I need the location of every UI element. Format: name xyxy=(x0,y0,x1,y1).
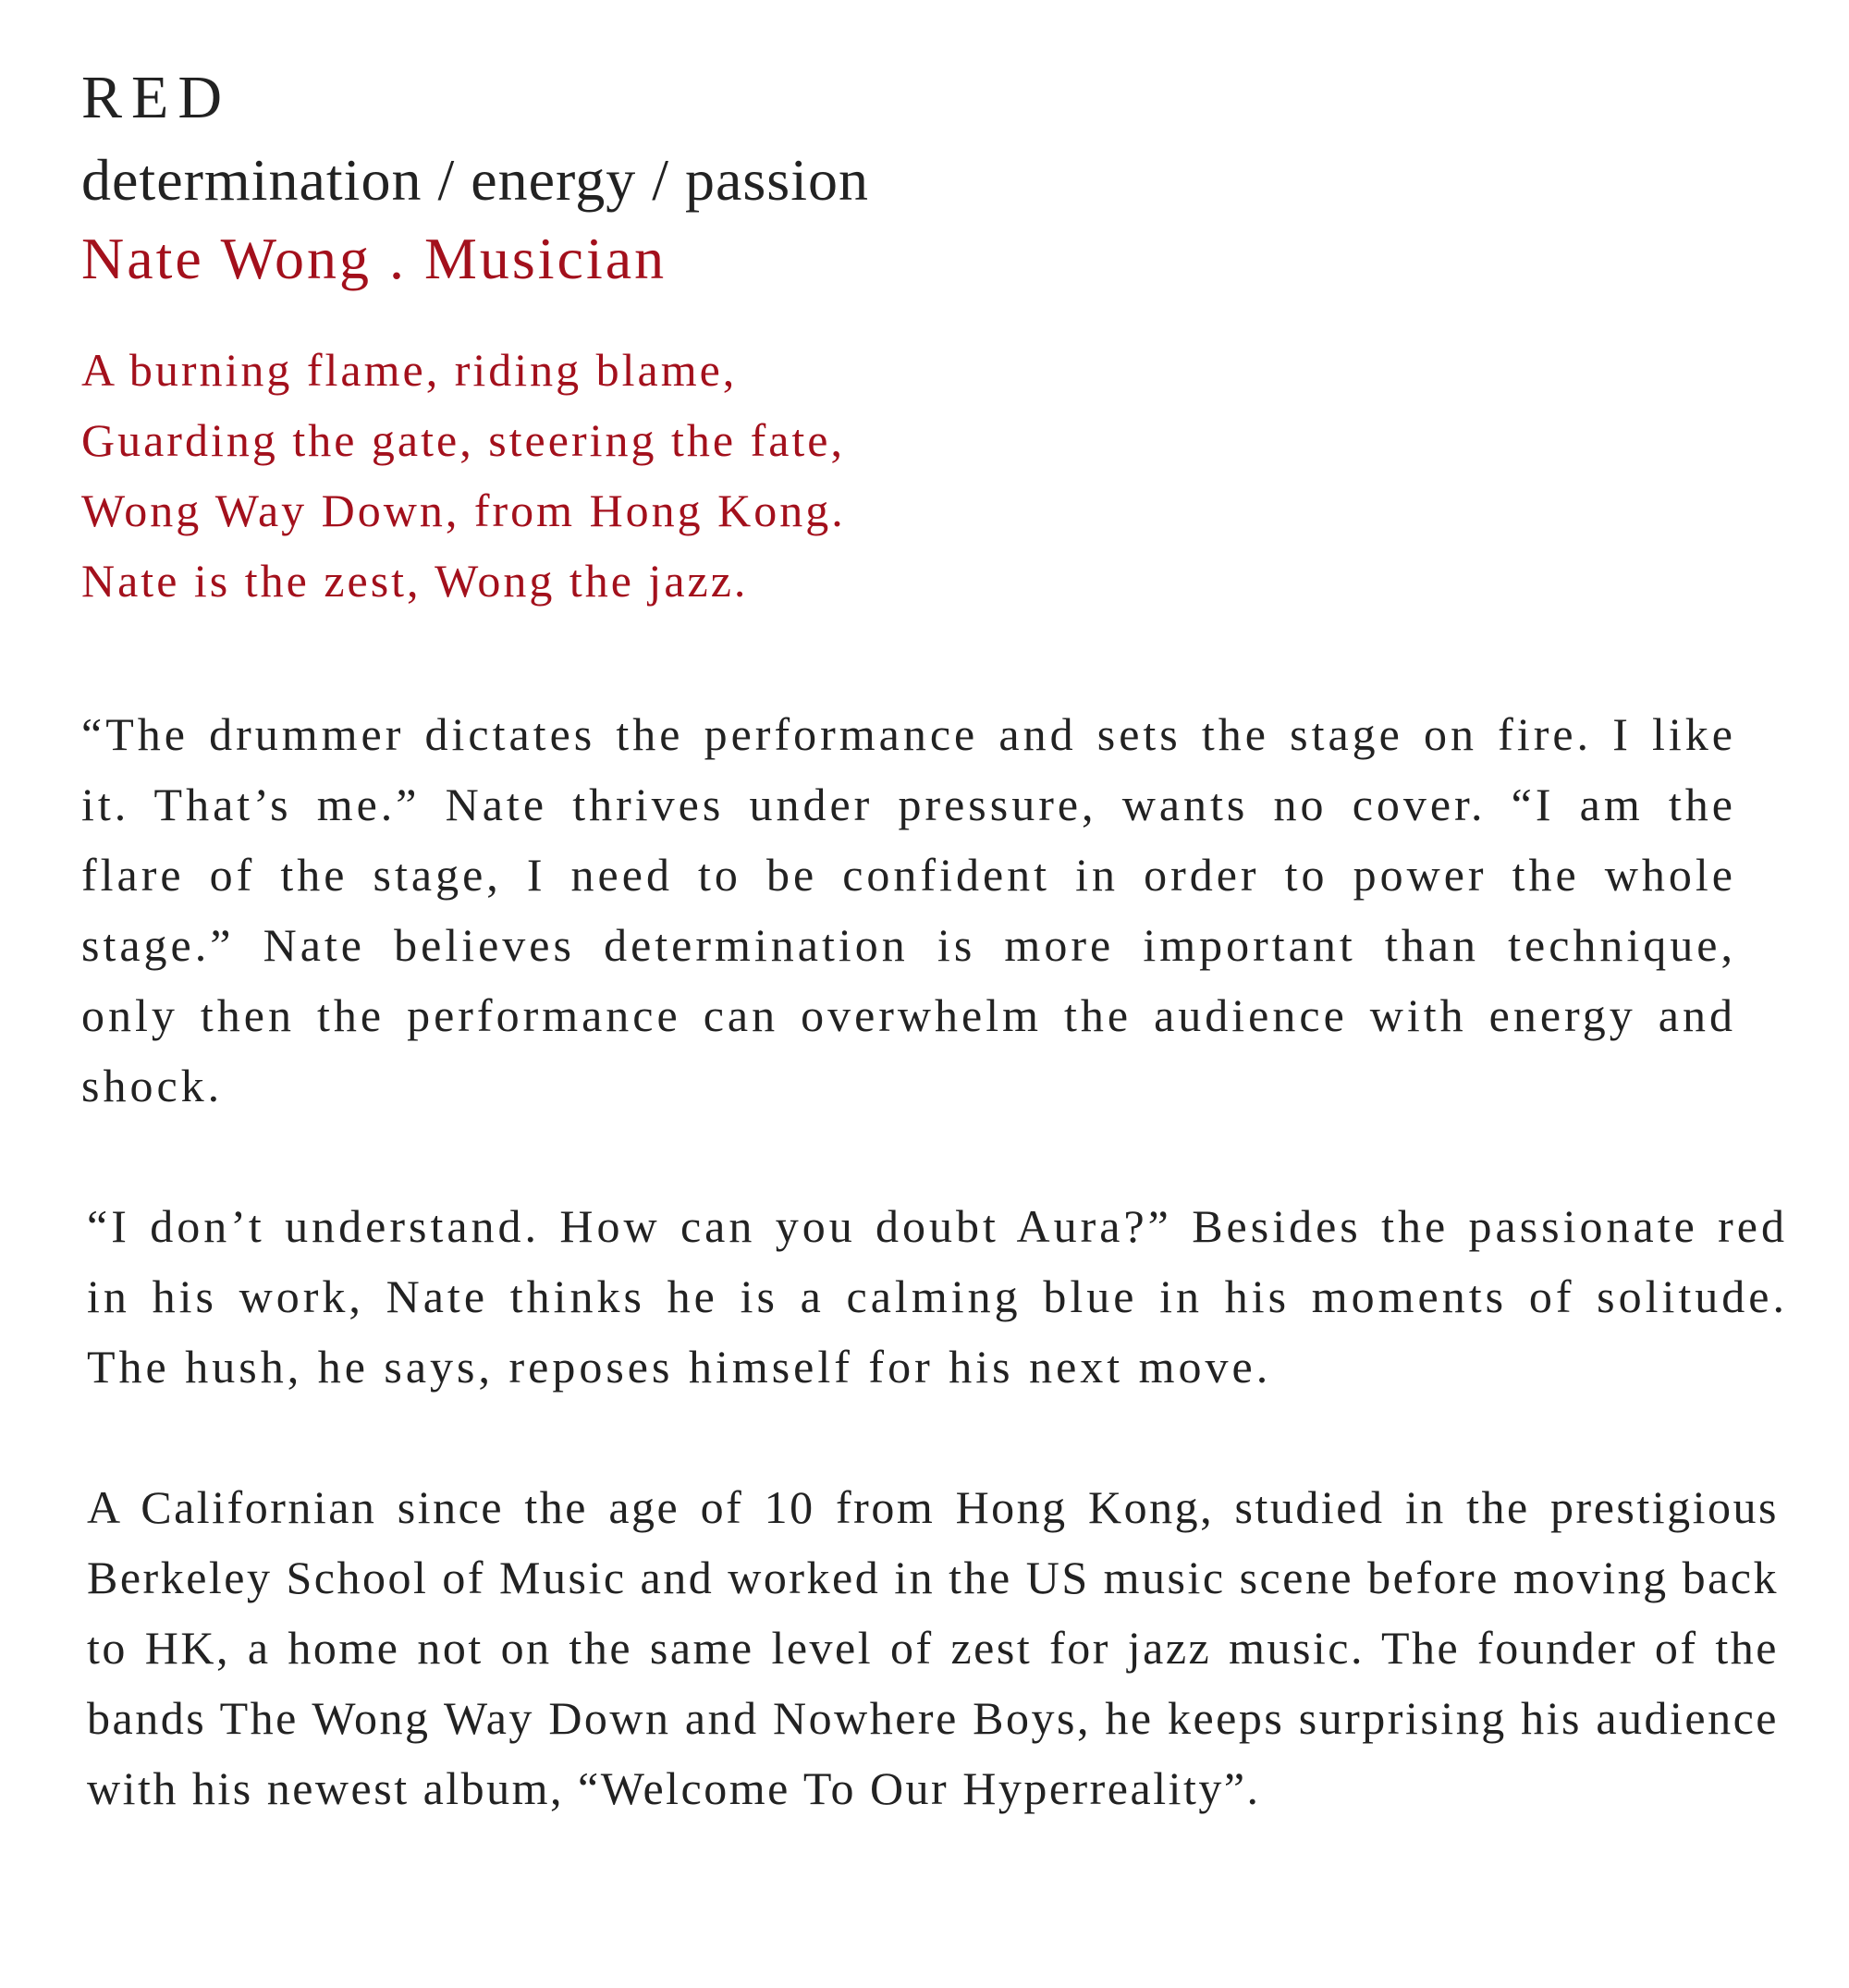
body-paragraph: A Californian since the age of 10 from Hong Kong, studied in the prestigious Berkeley School of Music and worked in the US music scene before moving back to HK, a home not on the same level of zest for jazz music. The founder of the bands The Wong Way Down and Nowhere Boys, he keeps surprising his audience with his newest album, “Welcome To Our Hyperreality”. xyxy=(87,1481,1779,1814)
poem-line: Nate is the zest, Wong the jazz. xyxy=(81,555,749,607)
keywords-subtitle: determination / energy / passion xyxy=(81,147,869,213)
poem-line: Wong Way Down, from Hong Kong. xyxy=(81,485,846,536)
poem xyxy=(81,335,1819,616)
profile-byline: Nate Wong . Musician xyxy=(81,226,667,291)
color-heading: RED xyxy=(81,64,231,131)
body-paragraph: “I don’t understand. How can you doubt Aura?” Besides the passionate red in his work, Nate thinks he is a calming blue in his moments of solitude. The hush, he says, reposes himself for his next move. xyxy=(87,1200,1788,1393)
poem-line: A burning flame, riding blame, xyxy=(81,344,738,396)
article xyxy=(81,55,1819,1823)
body-paragraph: “The drummer dictates the performance and sets the stage on fire. I like it. That’s me.” Nate thrives under pressure, wants no cover. “I am the flare of the stage, I need to be confident in order to power the whole stage.” Nate believes determination is more important than technique, only then the performance can overwhelm the audience with energy and shock. xyxy=(81,708,1736,1111)
poem-line: Guarding the gate, steering the fate, xyxy=(81,414,845,466)
